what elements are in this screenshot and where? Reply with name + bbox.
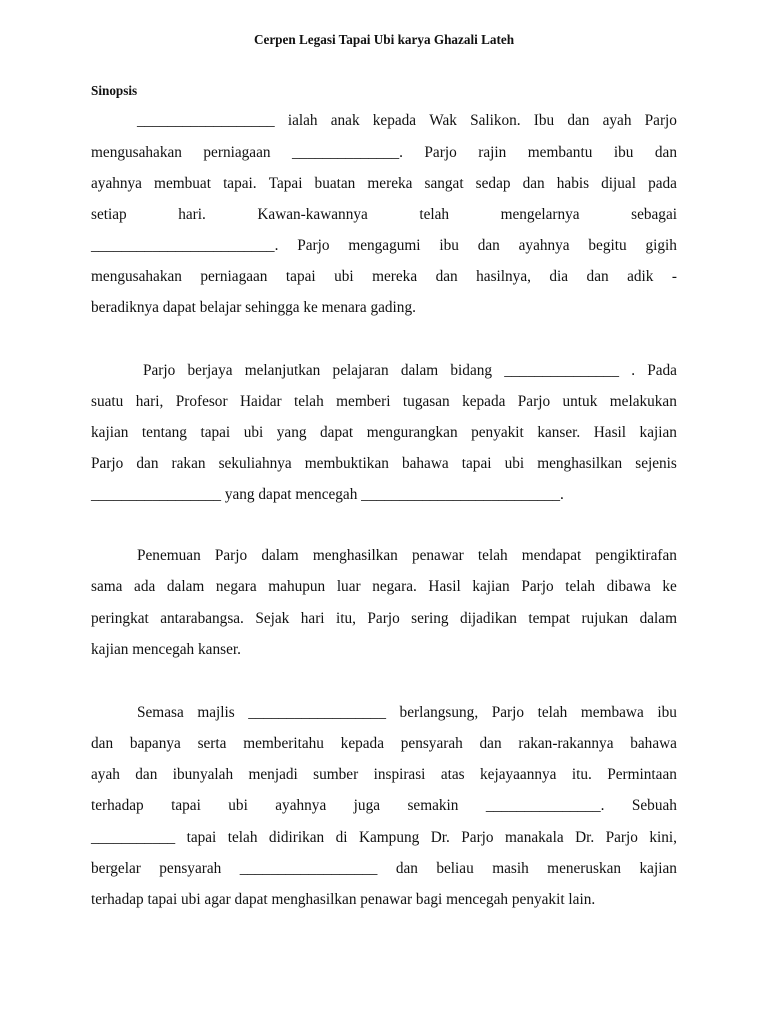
- paragraph-line: [91, 735, 677, 753]
- word: membuat: [154, 175, 211, 192]
- word: anak: [330, 112, 360, 129]
- word: -: [671, 268, 677, 285]
- word: ibunyalah: [172, 766, 234, 783]
- word: mengagumi: [348, 237, 421, 254]
- word: tapai: [285, 268, 316, 285]
- word: untuk: [562, 393, 598, 410]
- paragraph-line: beradiknya dapat belajar sehingga ke menara gading.: [91, 299, 416, 316]
- word: rakan: [171, 455, 206, 472]
- word: pengiktirafan: [595, 547, 677, 564]
- word: tapai.: [223, 175, 257, 192]
- word: ibu: [657, 704, 677, 721]
- word: dan: [586, 268, 609, 285]
- word: kepada: [462, 393, 506, 410]
- word: bergelar: [91, 860, 141, 877]
- word: Dr.: [430, 829, 450, 846]
- word: dalam: [166, 578, 205, 595]
- word: telah: [294, 393, 324, 410]
- paragraph-line: [91, 175, 677, 193]
- paragraph-line: [137, 112, 677, 130]
- word: penawar: [411, 547, 464, 564]
- word: semakin: [407, 797, 459, 814]
- word: kajian: [91, 424, 129, 441]
- word: terhadap: [91, 797, 144, 814]
- word: Parjo: [461, 829, 494, 846]
- word: melanjutkan: [244, 362, 321, 379]
- word: meneruskan: [547, 860, 622, 877]
- word: dan: [654, 144, 677, 161]
- word: tapai: [171, 797, 201, 814]
- word: ialah: [287, 112, 318, 129]
- word: Profesor: [175, 393, 228, 410]
- paragraph-line: [137, 704, 677, 722]
- word: pada: [648, 175, 677, 192]
- word: hasilnya,: [476, 268, 531, 285]
- word: dalam: [400, 362, 439, 379]
- word: antarabangsa.: [160, 610, 244, 627]
- paragraph-line: [91, 268, 677, 286]
- word: Wak: [429, 112, 457, 129]
- word: Semasa: [137, 704, 184, 721]
- word: mendapat: [521, 547, 582, 564]
- word: mengusahakan: [91, 268, 182, 285]
- paragraph-line: [91, 797, 677, 815]
- word: dapat: [320, 424, 354, 441]
- paragraph-line: [91, 766, 677, 784]
- word: telah: [419, 206, 450, 223]
- word: sejenis: [635, 455, 677, 472]
- word: dalam: [261, 547, 299, 564]
- word: bidang: [450, 362, 493, 379]
- paragraph-line: kajian mencegah kanser.: [91, 641, 241, 658]
- word: rajin: [478, 144, 507, 161]
- word: sering: [411, 610, 449, 627]
- word: membawa: [580, 704, 644, 721]
- word: suatu: [91, 393, 124, 410]
- word: begitu: [588, 237, 627, 254]
- word: tapai: [200, 424, 231, 441]
- word: ada: [134, 578, 156, 595]
- word: masih: [492, 860, 529, 877]
- word: negara.: [372, 578, 417, 595]
- word: mereka: [367, 175, 413, 192]
- word: serta: [197, 735, 227, 752]
- word: luar: [336, 578, 361, 595]
- word: ayah: [91, 766, 120, 783]
- word: menghasilkan: [537, 455, 623, 472]
- word: perniagaan: [200, 268, 268, 285]
- word: dan: [522, 175, 545, 192]
- word: sekuliahnya: [218, 455, 292, 472]
- word: Parjo: [297, 237, 330, 254]
- word: sebagai: [631, 206, 677, 223]
- word: inspirasi: [373, 766, 426, 783]
- paragraph-line: [91, 829, 677, 847]
- word: sumber: [313, 766, 359, 783]
- word: mengelarnya: [500, 206, 580, 223]
- word: Parjo: [143, 362, 176, 379]
- word: gigih: [645, 237, 677, 254]
- word: berjaya: [187, 362, 233, 379]
- word: penyakit: [471, 424, 524, 441]
- word: Permintaan: [607, 766, 677, 783]
- word: Sebuah: [631, 797, 677, 814]
- word: tempat: [528, 610, 570, 627]
- section-heading: Sinopsis: [91, 83, 138, 98]
- paragraph-line: [143, 362, 677, 380]
- word: tapai: [186, 829, 217, 846]
- word: Kawan-kawannya: [257, 206, 368, 223]
- word: tugasan: [402, 393, 450, 410]
- word: kini,: [649, 829, 677, 846]
- word: .: [631, 362, 636, 379]
- word: peringkat: [91, 610, 149, 627]
- word: Parjo: [491, 704, 525, 721]
- word: Hasil: [593, 424, 627, 441]
- word: hari,: [135, 393, 164, 410]
- word: Kampung: [358, 829, 420, 846]
- word: ayahnya: [91, 175, 142, 192]
- word: pelajaran: [332, 362, 389, 379]
- word: yang: [276, 424, 307, 441]
- word: mengurangkan: [366, 424, 458, 441]
- word: rujukan: [581, 610, 629, 627]
- word: Parjo: [91, 455, 124, 472]
- word: perniagaan: [203, 144, 271, 161]
- paragraph-line: [91, 860, 677, 878]
- paragraph-line: [91, 424, 677, 442]
- word: telah: [477, 547, 508, 564]
- word: pensyarah: [400, 735, 463, 752]
- word: Parjo: [605, 829, 638, 846]
- word: dan: [395, 860, 418, 877]
- word: dibawa: [606, 578, 651, 595]
- word: Dr.: [575, 829, 595, 846]
- paragraph-line: [91, 455, 677, 473]
- word: didirikan: [268, 829, 325, 846]
- word: Salikon.: [470, 112, 521, 129]
- word: Pada: [647, 362, 677, 379]
- word: telah: [227, 829, 258, 846]
- word: mereka: [372, 268, 418, 285]
- word: _______________: [504, 362, 619, 379]
- word: pensyarah: [159, 860, 222, 877]
- word: ke: [662, 578, 677, 595]
- paragraph-line: [137, 547, 677, 565]
- paragraph-line: [91, 393, 677, 411]
- word: bahawa: [630, 735, 677, 752]
- word: telah: [537, 704, 568, 721]
- word: Parjo: [517, 393, 551, 410]
- word: habis: [556, 175, 590, 192]
- word: Parjo: [424, 144, 457, 161]
- word: manakala: [505, 829, 564, 846]
- word: __________________: [239, 860, 378, 877]
- word: sedap: [475, 175, 511, 192]
- word: memberi: [336, 393, 391, 410]
- word: bapanya: [129, 735, 181, 752]
- word: hari: [300, 610, 325, 627]
- word: ________________________.: [91, 237, 279, 254]
- word: ubi: [504, 455, 525, 472]
- word: di: [335, 829, 348, 846]
- word: kajian: [639, 860, 677, 877]
- word: tapai: [461, 455, 492, 472]
- word: bahawa: [401, 455, 449, 472]
- word: __________________: [248, 704, 386, 721]
- word: buatan: [314, 175, 356, 192]
- word: negara: [215, 578, 257, 595]
- word: _______________.: [485, 797, 605, 814]
- word: Parjo: [214, 547, 248, 564]
- word: Parjo: [644, 112, 677, 129]
- word: kanser.: [537, 424, 581, 441]
- word: tentang: [141, 424, 187, 441]
- word: Parjo: [521, 578, 554, 595]
- word: itu,: [336, 610, 356, 627]
- word: dan: [91, 735, 114, 752]
- word: dia: [549, 268, 569, 285]
- word: Ibu: [533, 112, 555, 129]
- word: ___________: [91, 829, 176, 846]
- word: itu.: [571, 766, 592, 783]
- word: __________________: [137, 112, 275, 129]
- word: ibu: [613, 144, 634, 161]
- word: Sejak: [255, 610, 290, 627]
- word: sama: [91, 578, 123, 595]
- word: dijual: [601, 175, 636, 192]
- word: dan: [435, 268, 458, 285]
- paragraph-line: [91, 578, 677, 596]
- word: kepada: [372, 112, 417, 129]
- word: telah: [565, 578, 595, 595]
- word: berlangsung,: [399, 704, 479, 721]
- word: sangat: [424, 175, 464, 192]
- word: menghasilkan: [312, 547, 398, 564]
- word: Haidar: [239, 393, 282, 410]
- paragraph-line: [91, 610, 677, 628]
- word: mengusahakan: [91, 144, 182, 161]
- word: juga: [353, 797, 381, 814]
- word: dan: [479, 735, 502, 752]
- word: dijadikan: [459, 610, 517, 627]
- word: atas: [440, 766, 465, 783]
- word: dan: [567, 112, 590, 129]
- paragraph-line: [91, 144, 677, 162]
- word: dalam: [639, 610, 677, 627]
- word: Penemuan: [137, 547, 201, 564]
- word: membuktikan: [304, 455, 389, 472]
- word: setiap: [91, 206, 127, 223]
- word: ubi: [243, 424, 264, 441]
- word: ubi: [334, 268, 354, 285]
- word: hari.: [178, 206, 206, 223]
- word: beliau: [436, 860, 474, 877]
- paragraph-line: _________________ yang dapat mencegah __________________________.: [91, 486, 564, 503]
- document-title: Cerpen Legasi Tapai Ubi karya Ghazali Lateh: [253, 32, 515, 47]
- word: kajian: [639, 424, 677, 441]
- word: ______________.: [292, 144, 403, 161]
- word: ayah: [602, 112, 632, 129]
- paragraph-line: [91, 237, 677, 255]
- word: Tapai: [268, 175, 303, 192]
- word: menjadi: [248, 766, 298, 783]
- word: rakan-rakannya: [518, 735, 614, 752]
- word: ibu: [439, 237, 459, 254]
- word: melakukan: [609, 393, 677, 410]
- word: memberitahu: [243, 735, 324, 752]
- word: mahupun: [268, 578, 326, 595]
- word: majlis: [197, 704, 235, 721]
- word: dan: [136, 455, 159, 472]
- word: adik: [627, 268, 654, 285]
- word: ubi: [228, 797, 248, 814]
- word: kajian: [472, 578, 510, 595]
- word: dan: [135, 766, 158, 783]
- word: kejayaannya: [480, 766, 557, 783]
- word: membantu: [527, 144, 593, 161]
- paragraph-line: [91, 206, 677, 224]
- word: dan: [477, 237, 500, 254]
- word: ayahnya: [518, 237, 570, 254]
- word: kepada: [340, 735, 384, 752]
- word: Parjo: [367, 610, 400, 627]
- paragraph-line: terhadap tapai ubi agar dapat menghasilkan penawar bagi mencegah penyakit lain.: [91, 891, 596, 908]
- word: ayahnya: [275, 797, 327, 814]
- word: Hasil: [428, 578, 461, 595]
